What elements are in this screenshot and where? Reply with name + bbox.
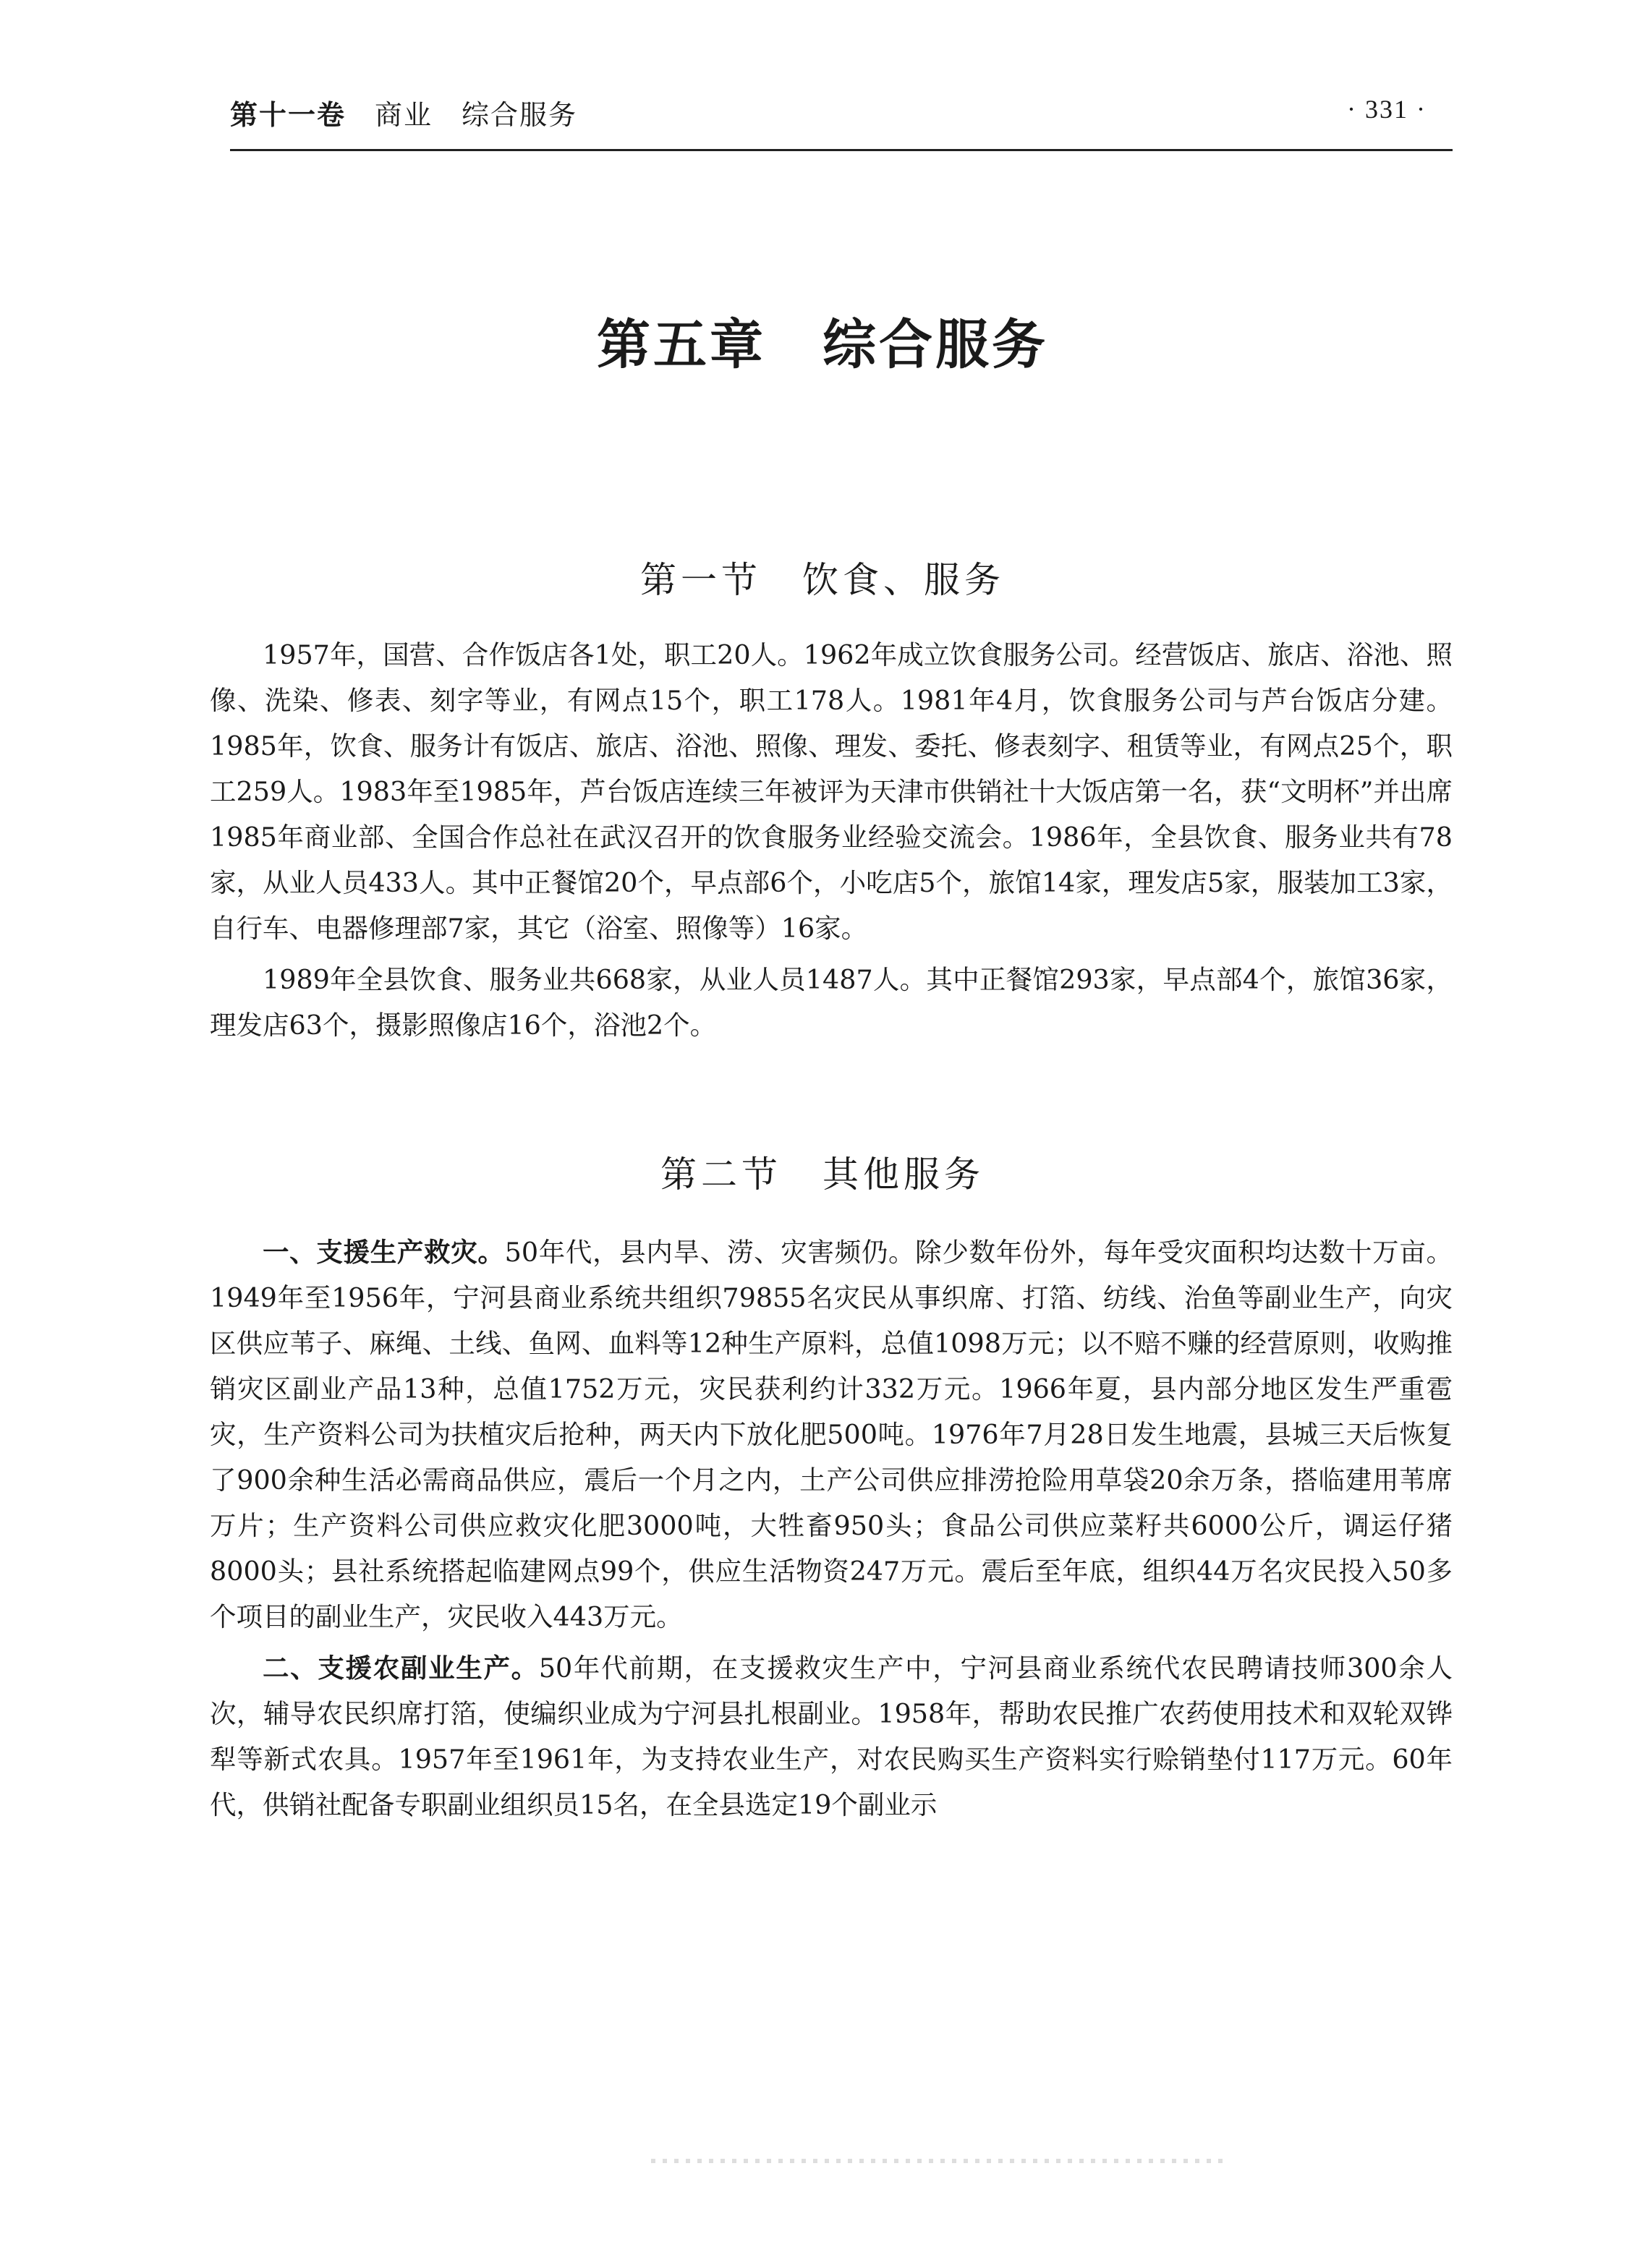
scan-artifact xyxy=(651,2159,1230,2163)
section1-paragraph: 1989年全县饮食、服务业共668家，从业人员1487人。其中正餐馆293家，早点部4个，旅馆36家，理发店63个，摄影照像店16个，浴池2个。 xyxy=(210,964,1453,1041)
paragraph-lead: 二、支援农副业生产。 xyxy=(263,1653,539,1684)
paragraph-lead: 一、支援生产救灾。 xyxy=(263,1237,505,1268)
chapter-title: 第五章 综合服务 xyxy=(597,314,1048,376)
section2-body xyxy=(210,1229,1479,1828)
running-header xyxy=(230,93,1453,143)
header-rule xyxy=(230,149,1453,151)
section1-title: 第一节 饮食、服务 xyxy=(640,559,1005,601)
paragraph-text: 50年代，县内旱、涝、灾害频仍。除少数年份外，每年受灾面积均达数十万亩。1949年至1956年，宁河县商业系统共组织79855名灾民从事织席、打箔、纺线、治鱼等副业生产，向灾区供应苇子、麻绳、土线、鱼网、血料等12种生产原料，总值1098万元；以不赔不赚的经营原则，收购推销灾区副业产品13种，总值1752万元，灾民获利约计332万元。1966年夏，县内部分地区发生严重雹灾，生产资料公司为扶植灾后抢种，两天内下放化肥500吨。1976年7月28日发生地震，县城三天后恢复了900余种生活必需商品供应，震后一个月之内，土产公司供应排涝抢险用草袋20余万条，搭临建用苇席 万片；生产资料公司供应救灾化肥3000吨，大牲畜950头；食品公司供应菜籽共6000公斤，调运仔猪8000头；县社系统搭起临建网点99个，供应生活物资247万元。震后至年底，组织44万名灾民投入50多个项目的副业生产，灾民收入443万元。 xyxy=(210,1237,1479,1632)
section1-paragraph: 1957年，国营、合作饭店各1处，职工20人。1962年成立饮食服务公司。经营饭店、旅店、浴池、照像、洗染、修表、刻字等业，有网点15个，职工178人。1981年4月，饮食服务公司与芦台饭店分建。1985年，饮食、服务计有饭店、旅店、浴池、照像、理发、委托、修表刻字、租赁等业，有网点25个，职工259人。1983年至1985年，芦台饭店连续三年被评为天津市供销社十大饭店第一名，获“文明杯”并出席1985年商业部、全国合作总社在武汉召开的饮食服务业经验交流会。1986年，全县饮食、服务业共有78家，从业人员433人。其中正餐馆20个，早点部6个，小吃店5个，旅馆14家，理发店5家，服装加工3家，自行车、电器修理部7家，其它（浴室、照像等）16家。 xyxy=(210,639,1453,944)
paragraph-text: 50年代前期，在支援救灾生产中，宁河县商业系统代农民聘请技师300余人次，辅导农民织席打箔，使编织业成为宁河县扎根副业。1958年，帮助农民推广农药使用技术和双轮双铧犁等新式农具。1957年至1961年，为支持农业生产，对农民购买生产资料实行赊销垫付117万元。60年代，供销社配备专职副业组织员15名，在全县选定19个副业示 xyxy=(210,1653,1453,1820)
section2-title: 第二节 其他服务 xyxy=(660,1154,985,1195)
section2-paragraph xyxy=(210,1645,1453,1828)
header-topics: 商业 综合服务 xyxy=(375,99,578,131)
header-volume: 第十一卷 xyxy=(230,99,347,131)
section2-paragraph xyxy=(210,1229,1479,1640)
section1-body xyxy=(210,632,1453,1048)
header-left xyxy=(230,93,577,132)
page-number: · 331 · xyxy=(1347,95,1427,124)
